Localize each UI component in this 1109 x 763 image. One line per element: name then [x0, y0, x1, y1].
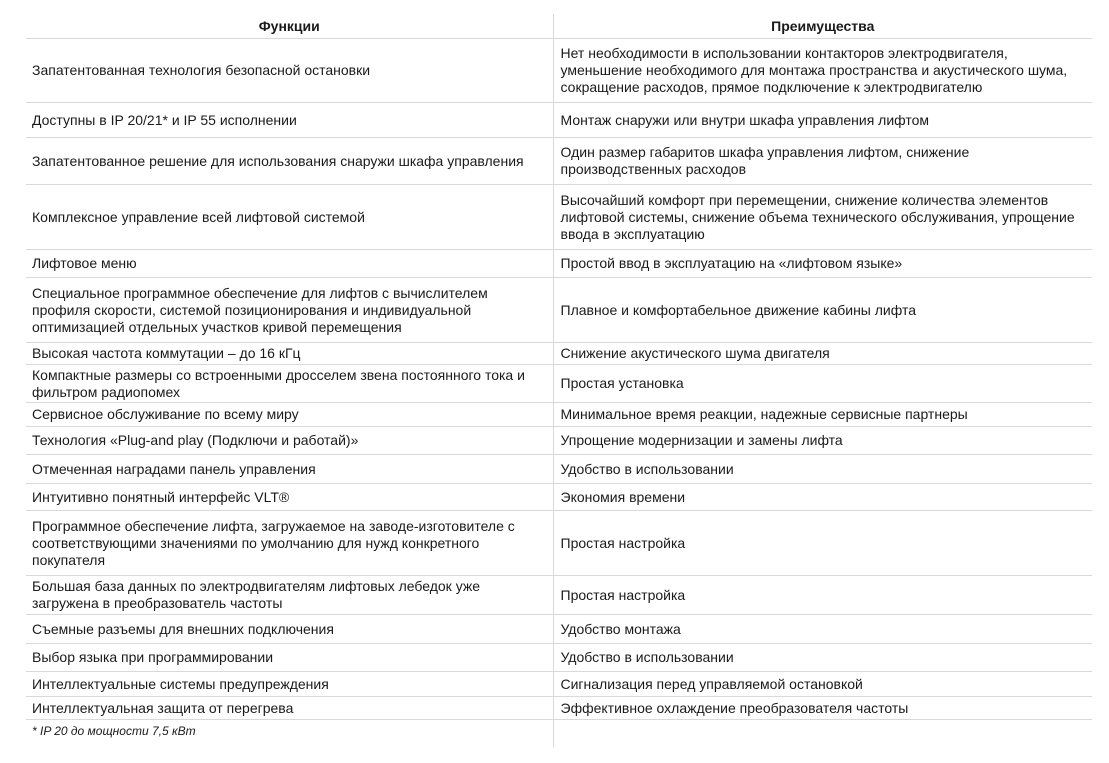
table-row — [26, 138, 1092, 185]
benefit-cell: Высочайший комфорт при перемещении, снижение количества элементов лифтовой системы, снижение объема технического обслуживания, упрощение ввода в эксплуатацию — [553, 185, 1092, 250]
benefit-cell: Один размер габаритов шкафа управления лифтом, снижение производственных расходов — [553, 138, 1092, 185]
benefit-cell: Простая настройка — [553, 576, 1092, 615]
document-page — [26, 14, 1092, 747]
table-row — [26, 511, 1092, 576]
benefit-cell: Минимальное время реакции, надежные сервисные партнеры — [553, 403, 1092, 427]
benefit-cell: Монтаж снаружи или внутри шкафа управления лифтом — [553, 103, 1092, 138]
footnote-empty-cell — [553, 720, 1092, 748]
table-row — [26, 644, 1092, 672]
feature-cell: Большая база данных по электродвигателям лифтовых лебедок уже загружена в преобразователь частоты — [26, 576, 553, 615]
table-row — [26, 615, 1092, 644]
table-row — [26, 343, 1092, 365]
benefit-cell: Снижение акустического шума двигателя — [553, 343, 1092, 365]
benefit-cell: Простой ввод в эксплуатацию на «лифтовом языке» — [553, 250, 1092, 278]
table-row — [26, 697, 1092, 720]
feature-cell: Интеллектуальные системы предупреждения — [26, 672, 553, 697]
benefit-cell: Упрощение модернизации и замены лифта — [553, 427, 1092, 455]
table-row — [26, 365, 1092, 403]
column-header-features: Функции — [26, 14, 553, 39]
column-header-benefits: Преимущества — [553, 14, 1092, 39]
footnote: * IP 20 до мощности 7,5 кВт — [26, 720, 553, 748]
feature-cell: Интуитивно понятный интерфейс VLT® — [26, 484, 553, 511]
benefit-cell: Эффективное охлаждение преобразователя частоты — [553, 697, 1092, 720]
feature-cell: Программное обеспечение лифта, загружаемое на заводе-изготовителе с соответствующими значениями по умолчанию для нужд конкретного покупателя — [26, 511, 553, 576]
feature-cell: Интеллектуальная защита от перегрева — [26, 697, 553, 720]
table-row — [26, 403, 1092, 427]
table-row — [26, 39, 1092, 103]
benefit-cell: Нет необходимости в использовании контакторов электродвигателя, уменьшение необходимого для монтажа пространства и акустического шума, сокращение расходов, прямое подключение к электродвигателю — [553, 39, 1092, 103]
benefit-cell: Простая настройка — [553, 511, 1092, 576]
table-row — [26, 672, 1092, 697]
table-row — [26, 278, 1092, 343]
feature-cell: Съемные разъемы для внешних подключения — [26, 615, 553, 644]
feature-cell: Отмеченная наградами панель управления — [26, 455, 553, 484]
feature-cell: Доступны в IP 20/21* и IP 55 исполнении — [26, 103, 553, 138]
benefit-cell: Экономия времени — [553, 484, 1092, 511]
feature-cell: Специальное программное обеспечение для лифтов с вычислителем профиля скорости, системой позиционирования и индивидуальной оптимизацией отдельных участков кривой перемещения — [26, 278, 553, 343]
feature-cell: Запатентованная технология безопасной остановки — [26, 39, 553, 103]
benefit-cell: Удобство монтажа — [553, 615, 1092, 644]
table-row — [26, 103, 1092, 138]
table-row — [26, 455, 1092, 484]
table-row — [26, 250, 1092, 278]
benefit-cell: Сигнализация перед управляемой остановкой — [553, 672, 1092, 697]
table-row — [26, 427, 1092, 455]
benefit-cell: Удобство в использовании — [553, 644, 1092, 672]
table-header-row — [26, 14, 1092, 39]
feature-cell: Выбор языка при программировании — [26, 644, 553, 672]
table-row — [26, 576, 1092, 615]
table-row — [26, 484, 1092, 511]
feature-cell: Запатентованное решение для использования снаружи шкафа управления — [26, 138, 553, 185]
feature-cell: Сервисное обслуживание по всему миру — [26, 403, 553, 427]
feature-cell: Компактные размеры со встроенными дросселем звена постоянного тока и фильтром радиопомех — [26, 365, 553, 403]
footnote-row — [26, 720, 1092, 748]
feature-cell: Технология «Plug-and play (Подключи и работай)» — [26, 427, 553, 455]
feature-cell: Высокая частота коммутации – до 16 кГц — [26, 343, 553, 365]
benefit-cell: Простая установка — [553, 365, 1092, 403]
benefit-cell: Удобство в использовании — [553, 455, 1092, 484]
features-benefits-table — [26, 14, 1092, 747]
feature-cell: Лифтовое меню — [26, 250, 553, 278]
benefit-cell: Плавное и комфортабельное движение кабины лифта — [553, 278, 1092, 343]
feature-cell: Комплексное управление всей лифтовой системой — [26, 185, 553, 250]
table-row — [26, 185, 1092, 250]
